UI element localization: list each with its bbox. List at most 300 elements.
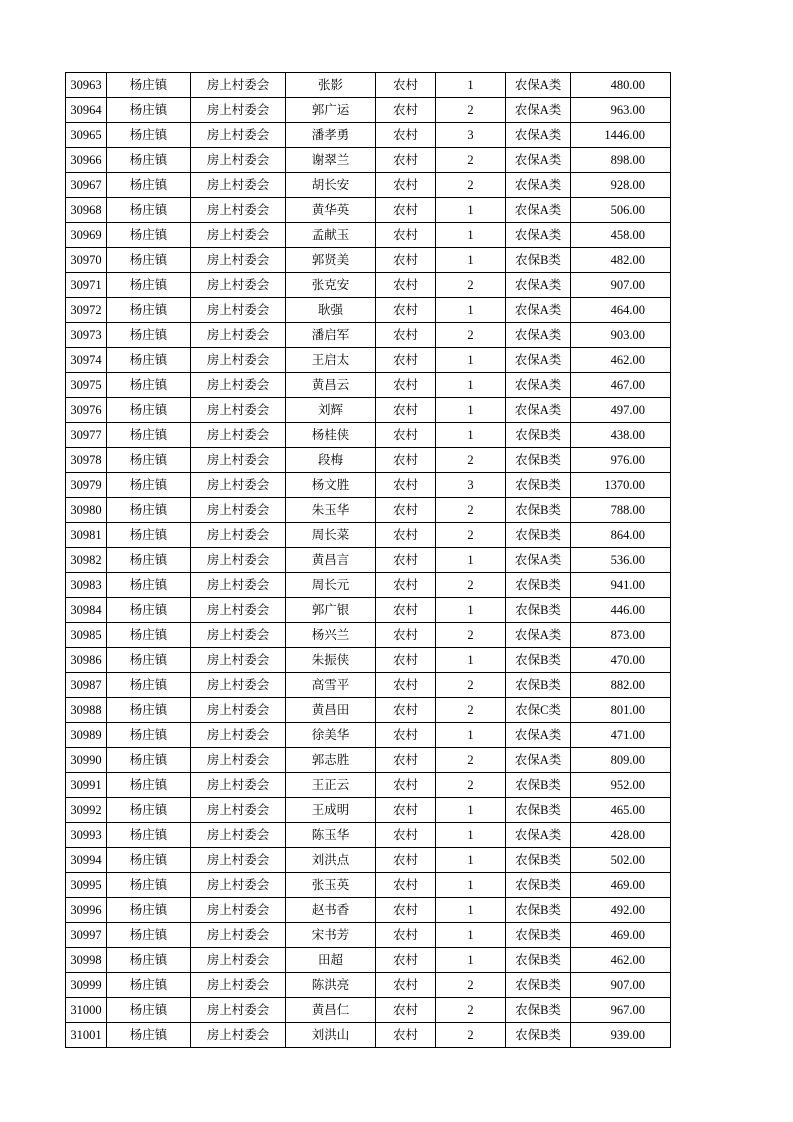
table-cell-name: 潘启军 xyxy=(286,323,376,348)
table-cell-village: 房上村委会 xyxy=(191,523,286,548)
table-cell-residence: 农村 xyxy=(376,723,436,748)
table-cell-amount: 907.00 xyxy=(571,273,671,298)
table-cell-residence: 农村 xyxy=(376,248,436,273)
table-cell-amount: 963.00 xyxy=(571,98,671,123)
table-cell-count: 1 xyxy=(436,398,506,423)
table-row xyxy=(66,398,671,423)
table-cell-amount: 462.00 xyxy=(571,948,671,973)
table-cell-residence: 农村 xyxy=(376,273,436,298)
table-cell-village: 房上村委会 xyxy=(191,473,286,498)
table-cell-seq: 30994 xyxy=(66,848,107,873)
table-cell-residence: 农村 xyxy=(376,848,436,873)
table-cell-residence: 农村 xyxy=(376,523,436,548)
table-cell-name: 高雪平 xyxy=(286,673,376,698)
table-cell-name: 王成明 xyxy=(286,798,376,823)
table-cell-town: 杨庄镇 xyxy=(107,773,191,798)
table-row xyxy=(66,498,671,523)
table-row xyxy=(66,823,671,848)
table-cell-village: 房上村委会 xyxy=(191,173,286,198)
table-cell-amount: 809.00 xyxy=(571,748,671,773)
table-cell-name: 郭贤美 xyxy=(286,248,376,273)
table-cell-village: 房上村委会 xyxy=(191,848,286,873)
table-cell-count: 1 xyxy=(436,373,506,398)
table-cell-residence: 农村 xyxy=(376,548,436,573)
table-cell-amount: 438.00 xyxy=(571,423,671,448)
table-cell-seq: 30972 xyxy=(66,298,107,323)
table-cell-name: 朱振侠 xyxy=(286,648,376,673)
table-cell-seq: 30970 xyxy=(66,248,107,273)
table-cell-town: 杨庄镇 xyxy=(107,498,191,523)
table-cell-name: 孟献玉 xyxy=(286,223,376,248)
table-cell-town: 杨庄镇 xyxy=(107,873,191,898)
table-cell-amount: 928.00 xyxy=(571,173,671,198)
table-cell-count: 1 xyxy=(436,798,506,823)
table-cell-amount: 898.00 xyxy=(571,148,671,173)
table-cell-category: 农保B类 xyxy=(506,498,571,523)
table-cell-category: 农保A类 xyxy=(506,223,571,248)
table-cell-category: 农保B类 xyxy=(506,423,571,448)
table-cell-count: 1 xyxy=(436,298,506,323)
table-cell-seq: 31000 xyxy=(66,998,107,1023)
table-cell-count: 1 xyxy=(436,823,506,848)
table-cell-residence: 农村 xyxy=(376,198,436,223)
table-cell-amount: 536.00 xyxy=(571,548,671,573)
table-cell-category: 农保B类 xyxy=(506,523,571,548)
table-cell-town: 杨庄镇 xyxy=(107,898,191,923)
table-cell-seq: 30997 xyxy=(66,923,107,948)
table-cell-town: 杨庄镇 xyxy=(107,98,191,123)
table-cell-count: 2 xyxy=(436,698,506,723)
table-cell-seq: 30996 xyxy=(66,898,107,923)
table-cell-town: 杨庄镇 xyxy=(107,548,191,573)
table-cell-category: 农保B类 xyxy=(506,598,571,623)
table-cell-count: 2 xyxy=(436,998,506,1023)
table-cell-residence: 农村 xyxy=(376,573,436,598)
table-cell-town: 杨庄镇 xyxy=(107,598,191,623)
table-cell-village: 房上村委会 xyxy=(191,973,286,998)
table-cell-residence: 农村 xyxy=(376,98,436,123)
table-cell-seq: 31001 xyxy=(66,1023,107,1048)
table-cell-village: 房上村委会 xyxy=(191,898,286,923)
table-cell-residence: 农村 xyxy=(376,673,436,698)
table-cell-category: 农保A类 xyxy=(506,348,571,373)
records-table xyxy=(65,72,671,1048)
table-cell-seq: 30978 xyxy=(66,448,107,473)
table-row xyxy=(66,98,671,123)
table-cell-village: 房上村委会 xyxy=(191,648,286,673)
table-row xyxy=(66,948,671,973)
table-cell-count: 2 xyxy=(436,673,506,698)
table-cell-town: 杨庄镇 xyxy=(107,473,191,498)
table-cell-residence: 农村 xyxy=(376,298,436,323)
table-cell-name: 王启太 xyxy=(286,348,376,373)
table-cell-name: 杨桂侠 xyxy=(286,423,376,448)
table-cell-category: 农保B类 xyxy=(506,948,571,973)
table-cell-amount: 470.00 xyxy=(571,648,671,673)
table-cell-residence: 农村 xyxy=(376,373,436,398)
table-cell-count: 2 xyxy=(436,1023,506,1048)
table-cell-village: 房上村委会 xyxy=(191,273,286,298)
table-cell-seq: 30989 xyxy=(66,723,107,748)
table-cell-amount: 967.00 xyxy=(571,998,671,1023)
table-cell-town: 杨庄镇 xyxy=(107,573,191,598)
table-cell-category: 农保B类 xyxy=(506,448,571,473)
table-cell-name: 刘洪山 xyxy=(286,1023,376,1048)
table-cell-village: 房上村委会 xyxy=(191,198,286,223)
table-cell-amount: 482.00 xyxy=(571,248,671,273)
table-row xyxy=(66,848,671,873)
table-cell-seq: 30967 xyxy=(66,173,107,198)
table-cell-amount: 446.00 xyxy=(571,598,671,623)
table-cell-residence: 农村 xyxy=(376,823,436,848)
table-cell-seq: 30980 xyxy=(66,498,107,523)
table-cell-residence: 农村 xyxy=(376,323,436,348)
table-row xyxy=(66,798,671,823)
table-cell-seq: 30988 xyxy=(66,698,107,723)
table-cell-town: 杨庄镇 xyxy=(107,148,191,173)
table-cell-village: 房上村委会 xyxy=(191,423,286,448)
table-row xyxy=(66,73,671,98)
table-cell-town: 杨庄镇 xyxy=(107,748,191,773)
table-cell-count: 2 xyxy=(436,148,506,173)
table-cell-seq: 30981 xyxy=(66,523,107,548)
table-cell-seq: 30986 xyxy=(66,648,107,673)
table-cell-seq: 30985 xyxy=(66,623,107,648)
table-cell-town: 杨庄镇 xyxy=(107,723,191,748)
table-cell-count: 3 xyxy=(436,473,506,498)
table-cell-residence: 农村 xyxy=(376,648,436,673)
table-cell-village: 房上村委会 xyxy=(191,598,286,623)
table-cell-village: 房上村委会 xyxy=(191,323,286,348)
table-cell-town: 杨庄镇 xyxy=(107,423,191,448)
table-cell-seq: 30990 xyxy=(66,748,107,773)
table-cell-residence: 农村 xyxy=(376,773,436,798)
table-cell-amount: 480.00 xyxy=(571,73,671,98)
table-cell-residence: 农村 xyxy=(376,698,436,723)
table-cell-seq: 30968 xyxy=(66,198,107,223)
table-cell-category: 农保C类 xyxy=(506,698,571,723)
table-cell-seq: 30974 xyxy=(66,348,107,373)
table-cell-amount: 428.00 xyxy=(571,823,671,848)
table-cell-seq: 30975 xyxy=(66,373,107,398)
table-cell-residence: 农村 xyxy=(376,173,436,198)
table-cell-category: 农保A类 xyxy=(506,823,571,848)
table-cell-name: 谢翠兰 xyxy=(286,148,376,173)
table-cell-name: 郭志胜 xyxy=(286,748,376,773)
table-cell-village: 房上村委会 xyxy=(191,548,286,573)
table-cell-seq: 30971 xyxy=(66,273,107,298)
table-row xyxy=(66,898,671,923)
table-cell-residence: 农村 xyxy=(376,498,436,523)
table-cell-name: 徐美华 xyxy=(286,723,376,748)
table-cell-name: 黄昌田 xyxy=(286,698,376,723)
table-cell-category: 农保A类 xyxy=(506,548,571,573)
table-cell-village: 房上村委会 xyxy=(191,823,286,848)
table-cell-category: 农保A类 xyxy=(506,723,571,748)
table-cell-name: 陈玉华 xyxy=(286,823,376,848)
table-cell-town: 杨庄镇 xyxy=(107,798,191,823)
table-cell-town: 杨庄镇 xyxy=(107,123,191,148)
table-cell-count: 1 xyxy=(436,73,506,98)
table-cell-count: 1 xyxy=(436,423,506,448)
table-cell-village: 房上村委会 xyxy=(191,1023,286,1048)
table-cell-count: 1 xyxy=(436,948,506,973)
table-row xyxy=(66,673,671,698)
table-cell-category: 农保A类 xyxy=(506,98,571,123)
table-body xyxy=(66,73,671,1048)
table-cell-name: 杨兴兰 xyxy=(286,623,376,648)
table-cell-village: 房上村委会 xyxy=(191,723,286,748)
table-row xyxy=(66,998,671,1023)
table-cell-count: 2 xyxy=(436,323,506,348)
table-cell-village: 房上村委会 xyxy=(191,923,286,948)
table-cell-seq: 30964 xyxy=(66,98,107,123)
table-cell-count: 2 xyxy=(436,523,506,548)
table-cell-village: 房上村委会 xyxy=(191,148,286,173)
table-cell-name: 潘孝勇 xyxy=(286,123,376,148)
table-cell-count: 2 xyxy=(436,773,506,798)
table-cell-name: 黄昌云 xyxy=(286,373,376,398)
table-cell-category: 农保B类 xyxy=(506,248,571,273)
table-cell-amount: 941.00 xyxy=(571,573,671,598)
table-cell-village: 房上村委会 xyxy=(191,123,286,148)
table-cell-category: 农保A类 xyxy=(506,173,571,198)
table-row xyxy=(66,623,671,648)
table-cell-count: 2 xyxy=(436,623,506,648)
table-cell-amount: 492.00 xyxy=(571,898,671,923)
table-cell-name: 黄昌仁 xyxy=(286,998,376,1023)
table-cell-category: 农保B类 xyxy=(506,848,571,873)
table-cell-town: 杨庄镇 xyxy=(107,273,191,298)
table-cell-town: 杨庄镇 xyxy=(107,648,191,673)
table-cell-name: 郭广运 xyxy=(286,98,376,123)
table-cell-town: 杨庄镇 xyxy=(107,848,191,873)
table-cell-name: 段梅 xyxy=(286,448,376,473)
table-cell-residence: 农村 xyxy=(376,148,436,173)
table-cell-amount: 952.00 xyxy=(571,773,671,798)
table-cell-category: 农保A类 xyxy=(506,198,571,223)
table-cell-amount: 788.00 xyxy=(571,498,671,523)
table-cell-seq: 30983 xyxy=(66,573,107,598)
table-cell-village: 房上村委会 xyxy=(191,348,286,373)
table-cell-residence: 农村 xyxy=(376,948,436,973)
table-cell-count: 1 xyxy=(436,248,506,273)
table-cell-seq: 30966 xyxy=(66,148,107,173)
table-cell-name: 王正云 xyxy=(286,773,376,798)
table-cell-amount: 976.00 xyxy=(571,448,671,473)
table-row xyxy=(66,298,671,323)
table-cell-count: 2 xyxy=(436,273,506,298)
table-cell-seq: 30992 xyxy=(66,798,107,823)
table-cell-amount: 873.00 xyxy=(571,623,671,648)
table-row xyxy=(66,323,671,348)
table-cell-amount: 882.00 xyxy=(571,673,671,698)
table-cell-category: 农保A类 xyxy=(506,323,571,348)
table-row xyxy=(66,548,671,573)
table-cell-count: 2 xyxy=(436,98,506,123)
table-cell-residence: 农村 xyxy=(376,623,436,648)
table-cell-count: 2 xyxy=(436,448,506,473)
table-cell-residence: 农村 xyxy=(376,598,436,623)
table-cell-town: 杨庄镇 xyxy=(107,998,191,1023)
table-cell-name: 胡长安 xyxy=(286,173,376,198)
table-cell-seq: 30984 xyxy=(66,598,107,623)
table-cell-village: 房上村委会 xyxy=(191,373,286,398)
table-cell-residence: 农村 xyxy=(376,473,436,498)
table-cell-amount: 939.00 xyxy=(571,1023,671,1048)
table-cell-category: 农保A类 xyxy=(506,623,571,648)
table-row xyxy=(66,973,671,998)
table-cell-count: 1 xyxy=(436,873,506,898)
table-cell-village: 房上村委会 xyxy=(191,398,286,423)
table-cell-category: 农保B类 xyxy=(506,873,571,898)
table-cell-residence: 农村 xyxy=(376,798,436,823)
table-cell-village: 房上村委会 xyxy=(191,98,286,123)
table-cell-name: 张玉英 xyxy=(286,873,376,898)
table-cell-category: 农保A类 xyxy=(506,273,571,298)
table-cell-residence: 农村 xyxy=(376,398,436,423)
table-cell-residence: 农村 xyxy=(376,748,436,773)
table-cell-town: 杨庄镇 xyxy=(107,973,191,998)
table-cell-count: 2 xyxy=(436,973,506,998)
table-cell-village: 房上村委会 xyxy=(191,873,286,898)
table-cell-category: 农保B类 xyxy=(506,898,571,923)
table-cell-village: 房上村委会 xyxy=(191,223,286,248)
table-cell-town: 杨庄镇 xyxy=(107,1023,191,1048)
table-cell-residence: 农村 xyxy=(376,1023,436,1048)
table-row xyxy=(66,348,671,373)
table-cell-category: 农保B类 xyxy=(506,773,571,798)
table-cell-count: 1 xyxy=(436,598,506,623)
table-cell-town: 杨庄镇 xyxy=(107,623,191,648)
table-cell-category: 农保B类 xyxy=(506,473,571,498)
table-cell-residence: 农村 xyxy=(376,898,436,923)
table-row xyxy=(66,198,671,223)
table-cell-count: 2 xyxy=(436,173,506,198)
table-cell-town: 杨庄镇 xyxy=(107,173,191,198)
table-row xyxy=(66,523,671,548)
table-cell-amount: 462.00 xyxy=(571,348,671,373)
table-cell-name: 朱玉华 xyxy=(286,498,376,523)
table-cell-name: 耿强 xyxy=(286,298,376,323)
table-cell-name: 周长元 xyxy=(286,573,376,598)
table-cell-category: 农保A类 xyxy=(506,748,571,773)
table-cell-residence: 农村 xyxy=(376,998,436,1023)
table-cell-count: 1 xyxy=(436,848,506,873)
table-cell-seq: 30987 xyxy=(66,673,107,698)
table-cell-count: 2 xyxy=(436,498,506,523)
table-cell-town: 杨庄镇 xyxy=(107,248,191,273)
table-cell-amount: 464.00 xyxy=(571,298,671,323)
table-cell-category: 农保A类 xyxy=(506,398,571,423)
table-cell-village: 房上村委会 xyxy=(191,773,286,798)
table-cell-seq: 30998 xyxy=(66,948,107,973)
table-cell-village: 房上村委会 xyxy=(191,798,286,823)
table-cell-amount: 465.00 xyxy=(571,798,671,823)
table-cell-residence: 农村 xyxy=(376,348,436,373)
table-cell-village: 房上村委会 xyxy=(191,448,286,473)
table-cell-name: 宋书芳 xyxy=(286,923,376,948)
table-cell-town: 杨庄镇 xyxy=(107,948,191,973)
table-cell-amount: 506.00 xyxy=(571,198,671,223)
table-cell-seq: 30982 xyxy=(66,548,107,573)
table-cell-town: 杨庄镇 xyxy=(107,323,191,348)
table-cell-amount: 469.00 xyxy=(571,923,671,948)
table-cell-town: 杨庄镇 xyxy=(107,298,191,323)
table-row xyxy=(66,648,671,673)
table-cell-amount: 502.00 xyxy=(571,848,671,873)
table-cell-amount: 903.00 xyxy=(571,323,671,348)
table-cell-town: 杨庄镇 xyxy=(107,73,191,98)
table-cell-category: 农保B类 xyxy=(506,1023,571,1048)
table-cell-residence: 农村 xyxy=(376,423,436,448)
table-cell-residence: 农村 xyxy=(376,73,436,98)
table-cell-village: 房上村委会 xyxy=(191,948,286,973)
table-cell-seq: 30993 xyxy=(66,823,107,848)
table-row xyxy=(66,1023,671,1048)
table-cell-count: 3 xyxy=(436,123,506,148)
table-cell-amount: 471.00 xyxy=(571,723,671,748)
table-cell-town: 杨庄镇 xyxy=(107,398,191,423)
table-cell-seq: 30979 xyxy=(66,473,107,498)
table-cell-amount: 458.00 xyxy=(571,223,671,248)
table-cell-count: 2 xyxy=(436,748,506,773)
table-cell-amount: 469.00 xyxy=(571,873,671,898)
table-row xyxy=(66,923,671,948)
table-cell-residence: 农村 xyxy=(376,973,436,998)
table-cell-name: 周长菜 xyxy=(286,523,376,548)
table-cell-village: 房上村委会 xyxy=(191,748,286,773)
table-cell-category: 农保B类 xyxy=(506,573,571,598)
table-cell-seq: 30969 xyxy=(66,223,107,248)
table-cell-town: 杨庄镇 xyxy=(107,223,191,248)
table-row xyxy=(66,448,671,473)
table-cell-village: 房上村委会 xyxy=(191,73,286,98)
table-row xyxy=(66,273,671,298)
table-cell-residence: 农村 xyxy=(376,873,436,898)
table-cell-category: 农保A类 xyxy=(506,123,571,148)
table-cell-amount: 1446.00 xyxy=(571,123,671,148)
table-row xyxy=(66,748,671,773)
table-cell-count: 1 xyxy=(436,648,506,673)
table-cell-amount: 801.00 xyxy=(571,698,671,723)
table-cell-town: 杨庄镇 xyxy=(107,673,191,698)
table-row xyxy=(66,773,671,798)
table-cell-category: 农保A类 xyxy=(506,148,571,173)
table-row xyxy=(66,698,671,723)
table-cell-count: 1 xyxy=(436,223,506,248)
table-cell-town: 杨庄镇 xyxy=(107,373,191,398)
table-cell-amount: 1370.00 xyxy=(571,473,671,498)
table-cell-category: 农保A类 xyxy=(506,298,571,323)
table-cell-village: 房上村委会 xyxy=(191,498,286,523)
table-cell-town: 杨庄镇 xyxy=(107,348,191,373)
table-cell-seq: 30995 xyxy=(66,873,107,898)
table-cell-residence: 农村 xyxy=(376,123,436,148)
table-row xyxy=(66,573,671,598)
table-cell-town: 杨庄镇 xyxy=(107,923,191,948)
table-cell-seq: 30999 xyxy=(66,973,107,998)
table-cell-seq: 30963 xyxy=(66,73,107,98)
table-row xyxy=(66,723,671,748)
table-row xyxy=(66,173,671,198)
table-row xyxy=(66,223,671,248)
table-cell-count: 1 xyxy=(436,198,506,223)
table-cell-amount: 864.00 xyxy=(571,523,671,548)
table-row xyxy=(66,148,671,173)
table-cell-residence: 农村 xyxy=(376,923,436,948)
table-row xyxy=(66,473,671,498)
